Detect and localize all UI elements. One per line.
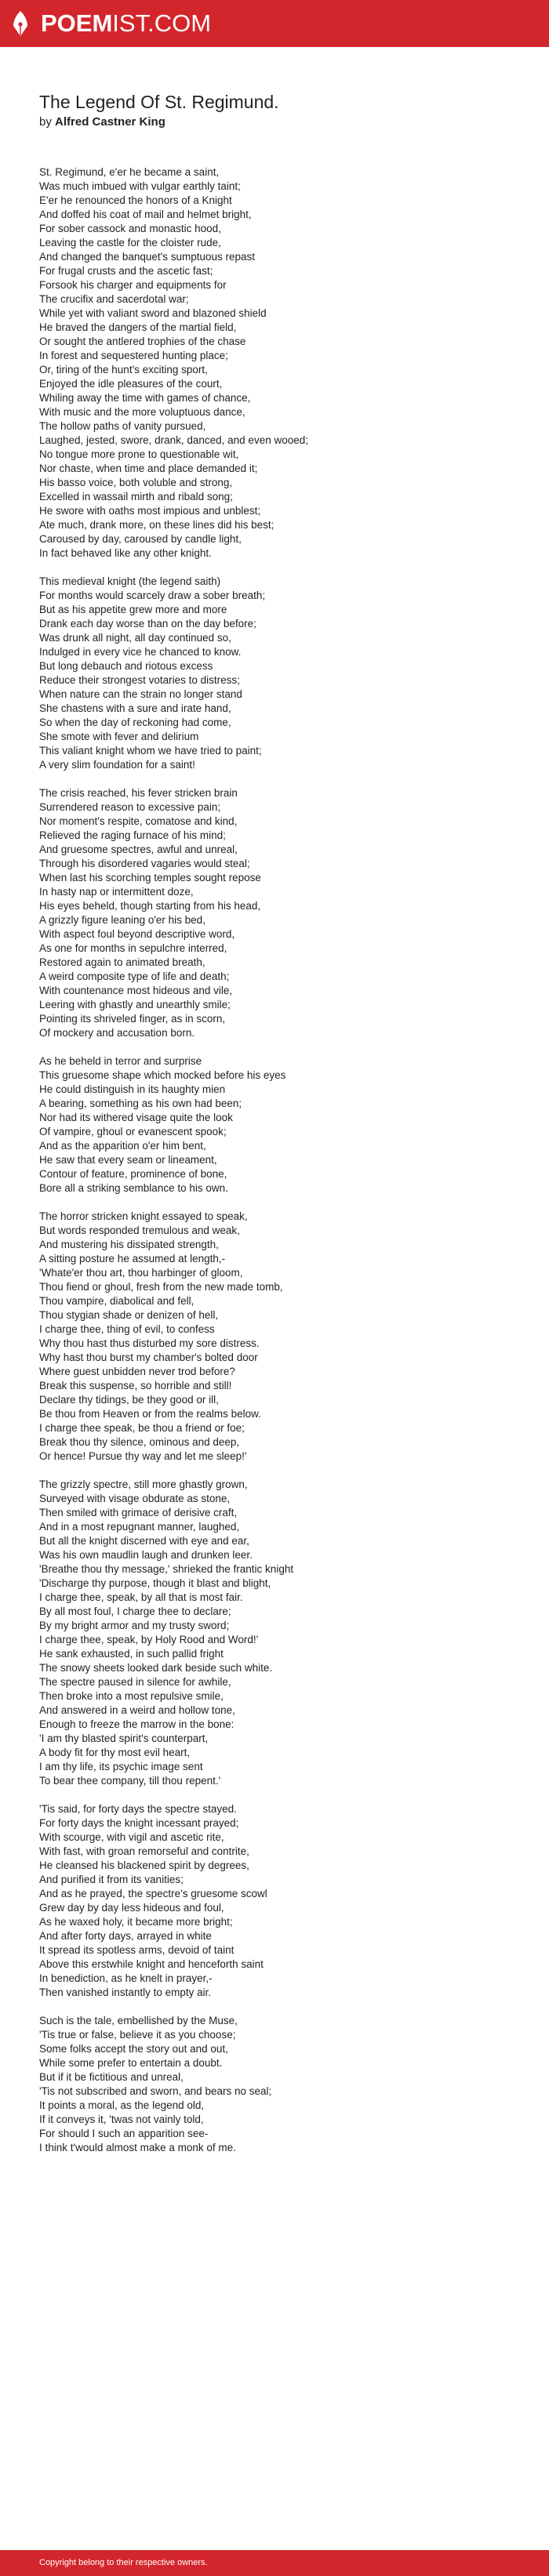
- poem-line: By all most foul, I charge thee to declare;: [39, 1605, 231, 1617]
- poem-line: It spread its spotless arms, devoid of taint: [39, 1944, 235, 1956]
- poem-line: With countenance most hideous and vile,: [39, 985, 233, 996]
- poem-line: He braved the dangers of the martial field,: [39, 321, 237, 333]
- poem-line: I am thy life, its psychic image sent: [39, 1761, 203, 1772]
- poem-line: Reduce their strongest votaries to distress;: [39, 674, 240, 686]
- poem-line: With aspect foul beyond descriptive word,: [39, 928, 235, 940]
- poem-line: Thou fiend or ghoul, fresh from the new made tomb,: [39, 1281, 283, 1293]
- poem-line: A grizzly figure leaning o'er his bed,: [39, 914, 205, 926]
- poem-line: Drank each day worse than on the day before;: [39, 618, 256, 629]
- stanza: [39, 165, 525, 561]
- poem-line: And changed the banquet's sumptuous repast: [39, 251, 256, 263]
- poem-line: For forty days the knight incessant prayed;: [39, 1817, 239, 1829]
- poem-line: Why thou hast thus disturbed my sore distress.: [39, 1337, 260, 1349]
- poem-line: For frugal crusts and the ascetic fast;: [39, 265, 213, 277]
- poem-line: Was much imbued with vulgar earthly taint;: [39, 180, 241, 192]
- poem-line: Was drunk all night, all day continued so,: [39, 632, 231, 644]
- poem-line: Nor had its withered visage quite the look: [39, 1112, 233, 1123]
- poem-line: To bear thee company, till thou repent.': [39, 1775, 221, 1787]
- site-logo[interactable]: [6, 9, 211, 38]
- poem-line: In hasty nap or intermittent doze,: [39, 886, 194, 898]
- poem-line: A body fit for thy most evil heart,: [39, 1747, 191, 1758]
- poem-line: Where guest unbidden never trod before?: [39, 1366, 235, 1377]
- poem-line: I think t'would almost make a monk of me.: [39, 2142, 236, 2153]
- stanza: [39, 786, 525, 1040]
- poem-line: And mustering his dissipated strength,: [39, 1239, 219, 1250]
- poem-line: Declare thy tidings, be they good or ill,: [39, 1394, 219, 1406]
- poem-line: He swore with oaths most impious and unblest;: [39, 505, 261, 517]
- poem-line: Grew day by day less hideous and foul,: [39, 1902, 224, 1914]
- poem-line: While yet with valiant sword and blazoned shield: [39, 307, 267, 319]
- poem-line: His basso voice, both voluble and strong,: [39, 477, 233, 488]
- poem-line: And after forty days, arrayed in white: [39, 1930, 212, 1942]
- poem-line: I charge thee, speak, by all that is most fair.: [39, 1591, 243, 1603]
- poem-line: Leaving the castle for the cloister rude,: [39, 237, 221, 249]
- poem-line: Then vanished instantly to empty air.: [39, 1986, 212, 1998]
- poem-line: Whiling away the time with games of chance,: [39, 392, 251, 404]
- poem-line: And doffed his coat of mail and helmet bright,: [39, 209, 252, 220]
- poem-line: He sank exhausted, in such pallid fright: [39, 1648, 224, 1660]
- poem-line: With scourge, with vigil and ascetic rite,: [39, 1831, 224, 1843]
- poem-line: But if it be fictitious and unreal,: [39, 2071, 184, 2083]
- footer-bar: [0, 2550, 549, 2576]
- poem-line: The hollow paths of vanity pursued,: [39, 420, 206, 432]
- stanza: [39, 2014, 525, 2155]
- poem-line: As he beheld in terror and surprise: [39, 1055, 202, 1067]
- poem-content: [39, 91, 525, 2169]
- poem-body: [39, 165, 525, 2155]
- poem-line: Why hast thou burst my chamber's bolted door: [39, 1351, 258, 1363]
- poem-line: But long debauch and riotous excess: [39, 660, 213, 672]
- author-link[interactable]: Alfred Castner King: [55, 115, 165, 129]
- poem-line: For months would scarcely draw a sober breath;: [39, 590, 266, 601]
- copyright-text: Copyright belong to their respective owners.: [39, 2558, 208, 2567]
- poem-line: Excelled in wassail mirth and ribald song;: [39, 491, 233, 503]
- poem-line: I charge thee, speak, by Holy Rood and Word!': [39, 1634, 259, 1645]
- poem-line: This gruesome shape which mocked before his eyes: [39, 1069, 286, 1081]
- poem-line: Such is the tale, embellished by the Muse,: [39, 2015, 238, 2026]
- byline-prefix: by: [39, 115, 52, 129]
- poem-line: Surveyed with visage obdurate as stone,: [39, 1493, 231, 1504]
- logo-wordmark: [41, 9, 211, 38]
- poem-line: Through his disordered vagaries would steal;: [39, 858, 250, 869]
- stanza: [39, 575, 525, 772]
- poem-line: Thou stygian shade or denizen of hell,: [39, 1309, 219, 1321]
- poem-line: Was his own maudlin laugh and drunken leer.: [39, 1549, 253, 1561]
- poem-line: Relieved the raging furnace of his mind;: [39, 829, 226, 841]
- poem-line: And gruesome spectres, awful and unreal,: [39, 844, 238, 855]
- poem-line: But all the knight discerned with eye and ear,: [39, 1535, 249, 1547]
- poem-line: She smote with fever and delirium: [39, 731, 199, 742]
- poem-line: A very slim foundation for a saint!: [39, 759, 195, 771]
- poem-line: While some prefer to entertain a doubt.: [39, 2057, 223, 2069]
- poem-line: 'I am thy blasted spirit's counterpart,: [39, 1732, 209, 1744]
- poem-line: Of vampire, ghoul or evanescent spook;: [39, 1126, 227, 1137]
- logo-bold-text: POEM: [41, 9, 113, 37]
- poem-line: Nor moment's respite, comatose and kind,: [39, 815, 238, 827]
- poem-line: So when the day of reckoning had come,: [39, 717, 231, 728]
- poem-line: Pointing its shriveled finger, as in scorn,: [39, 1013, 226, 1025]
- poem-line: Restored again to animated breath,: [39, 956, 205, 968]
- poem-line: With music and the more voluptuous dance,: [39, 406, 245, 418]
- poem-line: Surrendered reason to excessive pain;: [39, 801, 221, 813]
- poem-line: But words responded tremulous and weak,: [39, 1225, 240, 1236]
- poem-line: In benediction, as he knelt in prayer,-: [39, 1972, 213, 1984]
- poem-line: St. Regimund, e'er he became a saint,: [39, 166, 220, 178]
- stanza: [39, 1478, 525, 1788]
- poem-line: And as he prayed, the spectre's gruesome scowl: [39, 1888, 267, 1899]
- poem-line: The snowy sheets looked dark beside such white.: [39, 1662, 273, 1674]
- poem-line: Or sought the antlered trophies of the chase: [39, 336, 246, 347]
- poem-line: A weird composite type of life and death;: [39, 971, 230, 982]
- poem-line: Be thou from Heaven or from the realms below.: [39, 1408, 261, 1420]
- poem-line: Leering with ghastly and unearthly smile;: [39, 999, 231, 1010]
- poem-line: 'Tis not subscribed and sworn, and bears no seal;: [39, 2085, 272, 2097]
- poem-line: Nor chaste, when time and place demanded it;: [39, 463, 258, 474]
- fountain-pen-icon: [6, 9, 35, 38]
- poem-line: Caroused by day, caroused by candle light,: [39, 533, 242, 545]
- poem-line: A bearing, something as his own had been;: [39, 1098, 242, 1109]
- byline: [39, 114, 525, 130]
- poem-line: I charge thee speak, be thou a friend or foe;: [39, 1422, 245, 1434]
- stanza: [39, 1054, 525, 1195]
- poem-line: No tongue more prone to questionable wit,: [39, 448, 239, 460]
- poem-line: Then smiled with grimace of derisive craft,: [39, 1507, 238, 1518]
- poem-line: The crisis reached, his fever stricken brain: [39, 787, 238, 799]
- poem-line: A sitting posture he assumed at length,-: [39, 1253, 226, 1264]
- stanza: [39, 1802, 525, 2000]
- poem-line: And answered in a weird and hollow tone,: [39, 1704, 235, 1716]
- poem-line: This valiant knight whom we have tried to paint;: [39, 745, 262, 756]
- poem-line: He saw that every seam or lineament,: [39, 1154, 217, 1166]
- poem-line: He cleansed his blackened spirit by degrees,: [39, 1859, 249, 1871]
- poem-line: Break this suspense, so horrible and still!: [39, 1380, 232, 1391]
- poem-line: Some folks accept the story out and out,: [39, 2043, 228, 2055]
- poem-line: E'er he renounced the honors of a Knight: [39, 194, 232, 206]
- poem-line: 'Discharge thy purpose, though it blast and blight,: [39, 1577, 271, 1589]
- poem-line: In fact behaved like any other knight.: [39, 547, 212, 559]
- poem-line: As he waxed holy, it became more bright;: [39, 1916, 233, 1928]
- poem-line: And purified it from its vanities;: [39, 1874, 184, 1885]
- poem-line: Bore all a striking semblance to his own.: [39, 1182, 228, 1194]
- poem-line: If it conveys it, 'twas not vainly told,: [39, 2113, 204, 2125]
- poem-line: By my bright armor and my trusty sword;: [39, 1620, 230, 1631]
- poem-line: But as his appetite grew more and more: [39, 604, 227, 615]
- poem-line: And as the apparition o'er him bent,: [39, 1140, 206, 1152]
- poem-line: It points a moral, as the legend old,: [39, 2099, 205, 2111]
- poem-line: He could distinguish in its haughty mien: [39, 1083, 226, 1095]
- poem-line: Ate much, drank more, on these lines did his best;: [39, 519, 274, 531]
- poem-line: The spectre paused in silence for awhile,: [39, 1676, 231, 1688]
- poem-line: When nature can the strain no longer stand: [39, 688, 242, 700]
- poem-line: The horror stricken knight essayed to speak,: [39, 1210, 248, 1222]
- poem-line: This medieval knight (the legend saith): [39, 575, 221, 587]
- poem-line: Of mockery and accusation born.: [39, 1027, 195, 1039]
- poem-line: She chastens with a sure and irate hand,: [39, 702, 231, 714]
- poem-line: Laughed, jested, swore, drank, danced, and even wooed;: [39, 434, 308, 446]
- poem-line: Contour of feature, prominence of bone,: [39, 1168, 227, 1180]
- poem-line: Or, tiring of the hunt's exciting sport,: [39, 364, 208, 376]
- poem-line: And in a most repugnant manner, laughed,: [39, 1521, 240, 1533]
- poem-title: The Legend Of St. Regimund.: [39, 92, 279, 112]
- poem-line: His eyes beheld, though starting from his head,: [39, 900, 261, 912]
- poem-line: With fast, with groan remorseful and contrite,: [39, 1845, 249, 1857]
- poem-line: Enough to freeze the marrow in the bone:: [39, 1718, 235, 1730]
- poem-line: For sober cassock and monastic hood,: [39, 223, 221, 234]
- poem-line: Indulged in every vice he chanced to know.: [39, 646, 242, 658]
- poem-line: For should I such an apparition see-: [39, 2128, 209, 2139]
- poem-line: The grizzly spectre, still more ghastly grown,: [39, 1478, 248, 1490]
- poem-line: Then broke into a most repulsive smile,: [39, 1690, 224, 1702]
- poem-line: 'Breathe thou thy message,' shrieked the frantic knight: [39, 1563, 294, 1575]
- poem-line: Thou vampire, diabolical and fell,: [39, 1295, 195, 1307]
- poem-line: 'Whate'er thou art, thou harbinger of gloom,: [39, 1267, 243, 1279]
- poem-line: 'Tis true or false, believe it as you choose;: [39, 2029, 236, 2041]
- poem-line: I charge thee, thing of evil, to confess: [39, 1323, 215, 1335]
- poem-line: When last his scorching temples sought repose: [39, 872, 261, 883]
- top-bar: [0, 0, 549, 47]
- poem-line: Forsook his charger and equipments for: [39, 279, 227, 291]
- poem-line: Enjoyed the idle pleasures of the court,: [39, 378, 223, 390]
- poem-line: Above this erstwhile knight and henceforth saint: [39, 1958, 264, 1970]
- poem-line: 'Tis said, for forty days the spectre stayed.: [39, 1803, 237, 1815]
- stanza: [39, 1210, 525, 1464]
- poem-line: Break thou thy silence, ominous and deep,: [39, 1436, 240, 1448]
- poem-line: In forest and sequestered hunting place;: [39, 350, 228, 361]
- poem-line: Or hence! Pursue thy way and let me sleep!': [39, 1450, 247, 1462]
- logo-light-text: IST.COM: [112, 9, 212, 37]
- poem-line: As one for months in sepulchre interred,: [39, 942, 227, 954]
- poem-line: The crucifix and sacerdotal war;: [39, 293, 189, 305]
